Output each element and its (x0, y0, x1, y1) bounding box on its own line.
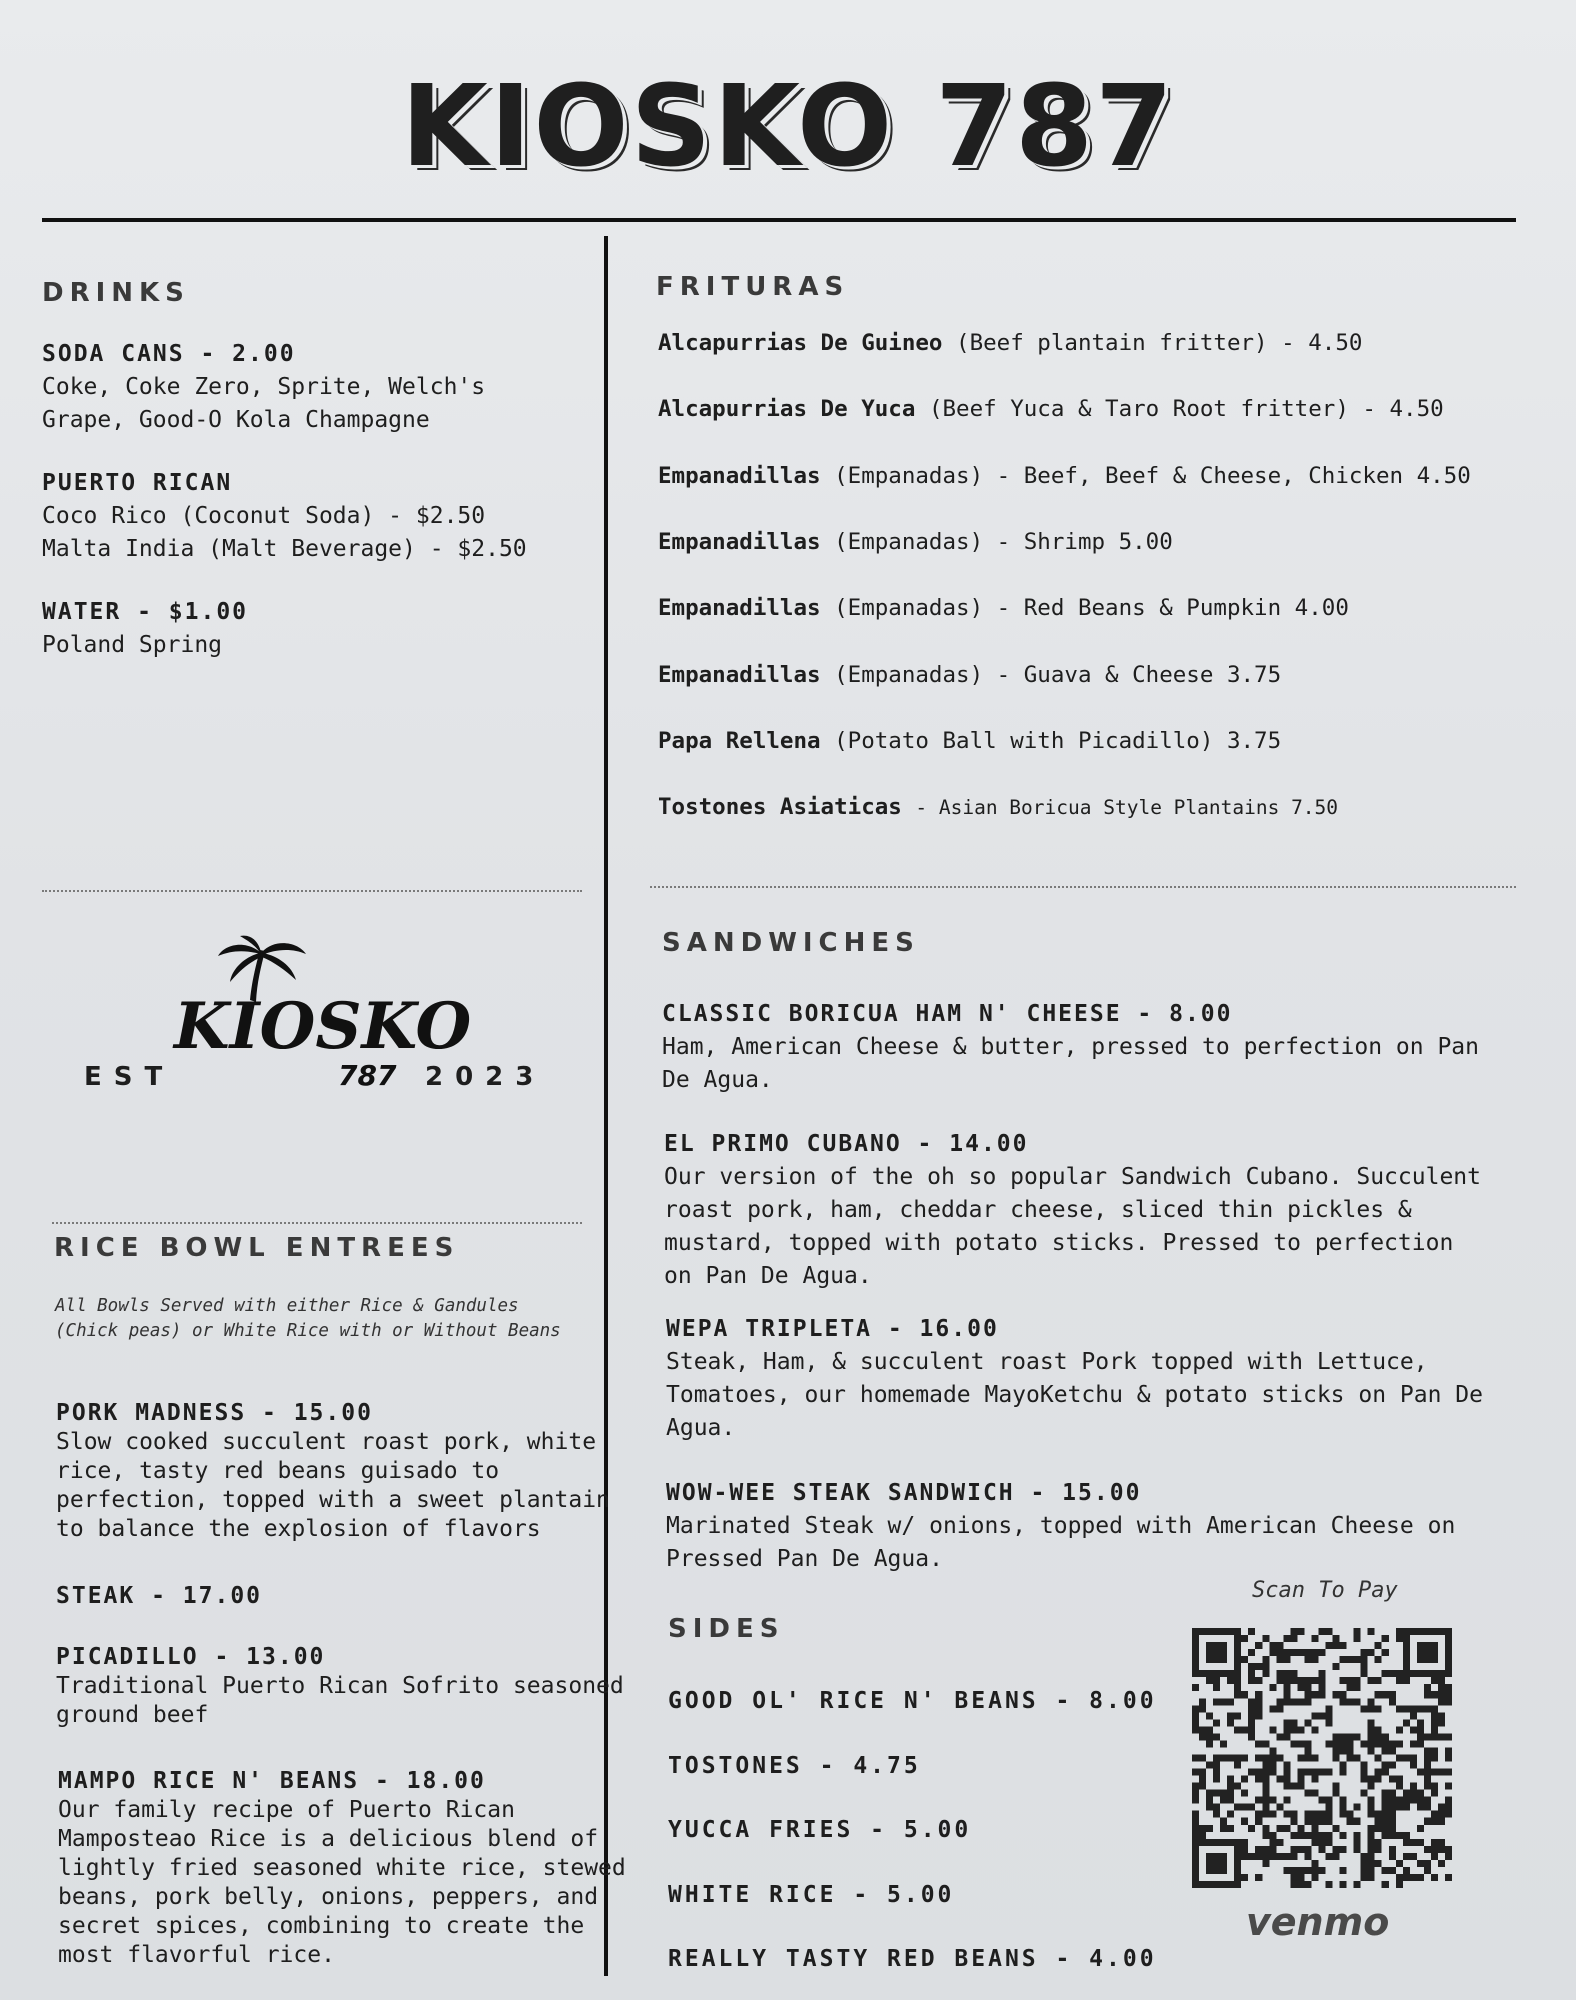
section-divider (52, 1222, 582, 1224)
sandwich-item-desc: Ham, American Cheese & butter, pressed to perfection on Pan (662, 1034, 1479, 1060)
sandwich-item-title: WEPA TRIPLETA - 16.00 (666, 1316, 999, 1342)
drinks-heading: DRINKS (42, 278, 190, 308)
rice-bowl-item-title: PORK MADNESS - 15.00 (56, 1400, 373, 1426)
rice-bowl-heading: RICE BOWL ENTREES (54, 1233, 460, 1263)
sandwich-item (666, 1477, 1455, 1576)
qr-modules (1192, 1628, 1452, 1888)
sandwich-item-title: EL PRIMO CUBANO - 14.00 (664, 1131, 1029, 1157)
rice-bowl-note: All Bowls Served with either Rice & Gandules (Chick peas) or White Rice with or Without Beans (55, 1296, 561, 1341)
rice-bowl-item-desc: beans, pork belly, onions, peppers, and (58, 1884, 599, 1910)
frituras-item-name: Empanadillas (658, 463, 821, 489)
frituras-item (658, 463, 1471, 489)
rice-bowl-item-desc: ground beef (56, 1702, 209, 1728)
rice-bowl-item-desc: Our family recipe of Puerto Rican (58, 1797, 515, 1823)
frituras-item (658, 662, 1281, 688)
rice-bowl-item (56, 1643, 624, 1730)
sandwich-item-desc: De Agua. (662, 1067, 773, 1093)
drinks-item-title: WATER - $1.00 (42, 599, 249, 625)
sandwich-item-desc: Marinated Steak w/ onions, topped with American Cheese on (666, 1513, 1456, 1539)
rice-bowl-item-title: PICADILLO - 13.00 (56, 1644, 326, 1670)
sandwich-item-title: CLASSIC BORICUA HAM N' CHEESE - 8.00 (662, 1001, 1233, 1027)
drinks-item-desc: Coke, Coke Zero, Sprite, Welch's (42, 374, 486, 400)
frituras-item-desc: (Empanadas) - Guava & Cheese 3.75 (834, 662, 1282, 688)
frituras-item (658, 794, 1338, 820)
logo-brand: KIOSKO (174, 989, 472, 1064)
sandwich-item-title: WOW-WEE STEAK SANDWICH - 15.00 (666, 1480, 1142, 1506)
rice-bowl-item-desc: perfection, topped with a sweet plantain (56, 1487, 610, 1513)
drinks-item-title: PUERTO RICAN (42, 470, 233, 496)
drinks-item-title: SODA CANS - 2.00 (42, 341, 296, 367)
frituras-item (658, 529, 1173, 555)
frituras-item-desc: - Asian Boricua Style Plantains 7.50 (915, 796, 1339, 819)
frituras-item (658, 728, 1281, 754)
sandwich-item (664, 1128, 1481, 1293)
frituras-heading: FRITURAS (656, 272, 850, 302)
rice-bowl-item-desc: rice, tasty red beans guisado to (56, 1458, 500, 1484)
logo-number: 787 (338, 1059, 397, 1092)
frituras-item-desc: (Potato Ball with Picadillo) 3.75 (834, 728, 1282, 754)
side-item: TOSTONES - 4.75 (668, 1753, 921, 1779)
rice-bowl-item-desc: Slow cooked succulent roast pork, white (56, 1429, 597, 1455)
kiosko-logo (174, 940, 472, 1100)
venmo-qr-code-icon[interactable] (1192, 1628, 1452, 1888)
frituras-item-desc: (Beef Yuca & Taro Root fritter) - 4.50 (928, 396, 1444, 422)
side-item: YUCCA FRIES - 5.00 (668, 1817, 972, 1843)
drinks-item (42, 338, 485, 437)
sandwich-item-desc: on Pan De Agua. (664, 1263, 872, 1289)
drinks-item-desc: Grape, Good-O Kola Champagne (42, 407, 430, 433)
frituras-item-name: Empanadillas (658, 595, 821, 621)
frituras-item-name: Empanadillas (658, 529, 821, 555)
sandwich-item-desc: Pressed Pan De Agua. (666, 1546, 943, 1572)
rice-bowl-item-desc: Mamposteao Rice is a delicious blend of (58, 1826, 599, 1852)
frituras-item-desc: (Empanadas) - Red Beans & Pumpkin 4.00 (834, 595, 1349, 621)
sandwich-item (666, 1313, 1483, 1445)
frituras-item (658, 595, 1349, 621)
side-item: GOOD OL' RICE N' BEANS - 8.00 (668, 1688, 1157, 1714)
frituras-item-desc: (Empanadas) - Shrimp 5.00 (834, 529, 1173, 555)
side-item: WHITE RICE - 5.00 (668, 1882, 955, 1908)
rice-bowl-item-desc: Traditional Puerto Rican Sofrito seasoned (56, 1673, 624, 1699)
section-divider (650, 886, 1516, 888)
venmo-logo: venmo (1246, 1900, 1390, 1944)
frituras-item (658, 396, 1444, 422)
sides-heading: SIDES (668, 1614, 785, 1644)
rice-bowl-item-desc: lightly fried seasoned white rice, stewed (58, 1855, 626, 1881)
section-divider (42, 890, 582, 892)
frituras-item-name: Tostones Asiaticas (658, 794, 902, 820)
frituras-item-desc: (Empanadas) - Beef, Beef & Cheese, Chicken 4.50 (834, 463, 1471, 489)
sandwich-item-desc: roast pork, ham, cheddar cheese, sliced thin pickles & (664, 1197, 1412, 1223)
drinks-item-desc: Coco Rico (Coconut Soda) - $2.50 (42, 503, 486, 529)
drinks-item (42, 596, 248, 662)
drinks-item (42, 467, 527, 566)
sandwich-item-desc: Our version of the oh so popular Sandwich Cubano. Succulent (664, 1164, 1481, 1190)
rice-bowl-item (56, 1399, 610, 1544)
sandwich-item-desc: Agua. (666, 1415, 736, 1441)
rice-bowl-item-desc: to balance the explosion of flavors (56, 1516, 541, 1542)
frituras-item-name: Alcapurrias De Guineo (658, 330, 943, 356)
rice-bowl-item (56, 1580, 262, 1613)
rice-bowl-item (58, 1767, 626, 1970)
est-year: 2023 (425, 1062, 546, 1092)
side-item: REALLY TASTY RED BEANS - 4.00 (668, 1946, 1157, 1972)
frituras-item-name: Alcapurrias De Yuca (658, 396, 916, 422)
frituras-item-name: Empanadillas (658, 662, 821, 688)
menu-title: KIOSKO 787 (400, 62, 1176, 192)
est-label: EST (84, 1062, 175, 1092)
frituras-item (658, 330, 1362, 356)
sandwich-item-desc: Tomatoes, our homemade MayoKetchu & potato sticks on Pan De (666, 1382, 1483, 1408)
rice-bowl-item-title: STEAK - 17.00 (56, 1583, 263, 1609)
sandwich-item-desc: mustard, topped with potato sticks. Pressed to perfection (664, 1230, 1454, 1256)
sandwich-item (662, 998, 1479, 1097)
rice-bowl-item-title: MAMPO RICE N' BEANS - 18.00 (58, 1768, 486, 1794)
drinks-item-desc: Poland Spring (42, 632, 223, 658)
top-divider (42, 218, 1516, 222)
frituras-item-name: Papa Rellena (658, 728, 821, 754)
rice-bowl-item-desc: secret spices, combining to create the (58, 1913, 585, 1939)
drinks-item-desc: Malta India (Malt Beverage) - $2.50 (42, 536, 527, 562)
sandwiches-heading: SANDWICHES (662, 928, 920, 958)
frituras-item-desc: (Beef plantain fritter) - 4.50 (956, 330, 1363, 356)
scan-to-pay-label: Scan To Pay (1252, 1578, 1398, 1603)
sandwich-item-desc: Steak, Ham, & succulent roast Pork topped with Lettuce, (666, 1349, 1428, 1375)
rice-bowl-item-desc: most flavorful rice. (58, 1942, 335, 1968)
